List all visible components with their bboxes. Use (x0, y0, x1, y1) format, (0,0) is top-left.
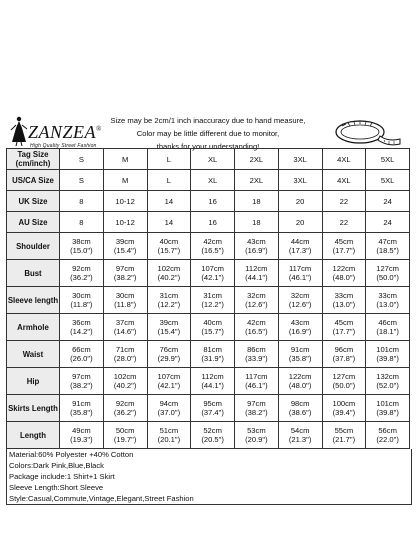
cm-value: 43cm (247, 237, 266, 246)
inch-value: (36.2") (70, 273, 93, 282)
cm-value: 122cm (288, 372, 312, 381)
spec-line: Colors:Dark Pink,Blue,Black (9, 461, 104, 470)
measurement-cell (322, 341, 366, 368)
measurement-row (7, 395, 410, 422)
inch-value: (18.5") (376, 246, 399, 255)
cm-value: 76cm (159, 345, 179, 354)
inch-value: (20.5") (201, 435, 224, 444)
measurement-cell (322, 233, 366, 260)
inch-value: (15.0") (70, 246, 93, 255)
size-cell: 24 (366, 212, 410, 233)
cm-value: 101cm (376, 399, 400, 408)
inch-value: (37.8") (332, 354, 356, 363)
cm-value: 92cm (115, 399, 135, 408)
cm-value: 91cm (72, 399, 91, 408)
measurement-cell (322, 395, 366, 422)
inch-value: (17.7") (332, 327, 356, 336)
inch-value: (16.5") (201, 246, 224, 255)
size-cell: 8 (60, 191, 104, 212)
inch-value: (38.2") (245, 408, 268, 417)
size-cell: 10-12 (103, 212, 147, 233)
measurement-cell (191, 260, 235, 287)
inch-value: (38.6") (288, 408, 312, 417)
inch-value: (35.8") (70, 408, 93, 417)
size-cell: 20 (278, 191, 322, 212)
cm-value: 42cm (203, 237, 222, 246)
measurement-cell (191, 395, 235, 422)
cm-value: 127cm (332, 372, 356, 381)
row-label: Hip (7, 368, 60, 395)
size-cell: XL (191, 170, 235, 191)
cm-value: 33cm (378, 291, 397, 300)
cm-value: 127cm (376, 264, 400, 273)
inch-value: (20.1") (157, 435, 181, 444)
cm-value: 117cm (289, 264, 312, 273)
spec-line: Material:60% Polyester +40% Cotton (9, 450, 134, 459)
measurement-row (7, 287, 410, 314)
size-cell: M (103, 170, 147, 191)
measurement-cell (366, 314, 410, 341)
measurement-cell (147, 422, 191, 449)
row-label: AU Size (7, 212, 60, 233)
measurement-cell (60, 422, 104, 449)
row-label: Bust (7, 260, 60, 287)
row-label: Waist (7, 341, 60, 368)
inch-value: (19.7") (113, 435, 137, 444)
cm-value: 42cm (247, 318, 266, 327)
cm-value: 45cm (334, 237, 354, 246)
measurement-cell (366, 287, 410, 314)
measurement-cell (366, 395, 410, 422)
inch-value: (33.9") (245, 354, 268, 363)
cm-value: 37cm (115, 318, 135, 327)
cm-value: 122cm (332, 264, 356, 273)
cm-value: 71cm (115, 345, 135, 354)
inch-value: (39.8") (376, 408, 399, 417)
inch-value: (50.0") (332, 381, 356, 390)
measurement-row (7, 422, 410, 449)
size-header-row (7, 191, 410, 212)
inch-value: (12.6") (245, 300, 268, 309)
measurement-cell (147, 314, 191, 341)
measurement-cell (103, 260, 147, 287)
brand-name-text: ZANZEA (28, 122, 97, 142)
row-label: Sleeve length (7, 287, 60, 314)
measurement-cell (366, 368, 410, 395)
size-cell: 14 (147, 191, 191, 212)
row-label: Tag Size (cm/inch) (7, 149, 60, 170)
cm-value: 46cm (378, 318, 397, 327)
measurement-cell (366, 341, 410, 368)
measurement-cell (278, 422, 322, 449)
measurement-cell (235, 314, 279, 341)
cm-value: 94cm (159, 399, 179, 408)
measurement-cell (147, 341, 191, 368)
inch-value: (37.4") (201, 408, 224, 417)
registered-mark: ® (96, 125, 102, 133)
inch-value: (12.2") (157, 300, 181, 309)
size-cell: 8 (60, 212, 104, 233)
measurement-cell (191, 422, 235, 449)
cm-value: 44cm (290, 237, 310, 246)
measurement-cell (60, 287, 104, 314)
measurement-cell (103, 341, 147, 368)
cm-value: 51cm (159, 426, 179, 435)
measurement-cell (322, 260, 366, 287)
size-cell: 4XL (322, 170, 366, 191)
measurement-cell (103, 287, 147, 314)
cm-value: 31cm (159, 291, 179, 300)
measurement-cell (278, 233, 322, 260)
measurement-cell (366, 233, 410, 260)
cm-value: 96cm (334, 345, 354, 354)
size-cell: L (147, 149, 191, 170)
cm-value: 39cm (115, 237, 135, 246)
size-cell: M (103, 149, 147, 170)
cm-value: 50cm (115, 426, 135, 435)
inch-value: (36.2") (113, 408, 137, 417)
cm-value: 52cm (203, 426, 222, 435)
inch-value: (12.2") (201, 300, 224, 309)
inch-value: (14.6") (113, 327, 137, 336)
measurement-cell (278, 287, 322, 314)
measurement-cell (235, 233, 279, 260)
size-cell: 3XL (278, 170, 322, 191)
inch-value: (37.0") (157, 408, 181, 417)
size-cell: 16 (191, 212, 235, 233)
inch-value: (16.5") (245, 327, 268, 336)
row-label: Armhole (7, 314, 60, 341)
measurement-cell (366, 422, 410, 449)
cm-value: 102cm (157, 264, 181, 273)
inch-value: (38.2") (113, 273, 137, 282)
inch-value: (15.7") (201, 327, 224, 336)
size-header-row (7, 212, 410, 233)
measurement-cell (191, 287, 235, 314)
cm-value: 101cm (376, 345, 400, 354)
size-cell: 18 (235, 212, 279, 233)
inch-value: (19.3") (70, 435, 93, 444)
size-cell: 22 (322, 191, 366, 212)
size-cell: XL (191, 149, 235, 170)
spec-line: Style:Casual,Commute,Vintage,Elegant,Street Fashion (9, 494, 194, 503)
cm-value: 98cm (290, 399, 310, 408)
cm-value: 36cm (72, 318, 91, 327)
row-label: UK Size (7, 191, 60, 212)
cm-value: 55cm (334, 426, 354, 435)
measurement-cell (235, 395, 279, 422)
brand-logo (8, 116, 104, 150)
cm-value: 107cm (201, 264, 225, 273)
inch-value: (14.2") (70, 327, 93, 336)
measurement-cell (60, 368, 104, 395)
inch-value: (44.1") (201, 381, 224, 390)
size-cell: 5XL (366, 170, 410, 191)
inch-value: (42.1") (201, 273, 224, 282)
measuring-tape-icon (330, 112, 404, 150)
measurement-cell (60, 233, 104, 260)
size-cell: 2XL (235, 149, 279, 170)
cm-value: 39cm (159, 318, 179, 327)
measurement-row (7, 314, 410, 341)
cm-value: 100cm (332, 399, 356, 408)
size-cell: 22 (322, 212, 366, 233)
spec-line: Sleeve Length:Short Sleeve (9, 483, 104, 492)
inch-value: (48.0") (288, 381, 312, 390)
inch-value: (46.1") (288, 273, 312, 282)
measurement-cell (278, 260, 322, 287)
inch-value: (50.0") (376, 273, 399, 282)
cm-value: 107cm (157, 372, 181, 381)
cm-value: 30cm (115, 291, 135, 300)
inch-value: (21.3") (288, 435, 312, 444)
measurement-cell (278, 314, 322, 341)
cm-value: 112cm (201, 372, 224, 381)
inch-value: (15.7") (157, 246, 181, 255)
inch-value: (11.8") (70, 300, 93, 309)
size-cell: 10-12 (103, 191, 147, 212)
measurement-cell (322, 368, 366, 395)
cm-value: 49cm (72, 426, 91, 435)
measurement-cell (278, 368, 322, 395)
measurement-cell (191, 341, 235, 368)
cm-value: 102cm (113, 372, 137, 381)
size-cell: 18 (235, 191, 279, 212)
inch-value: (17.7") (332, 246, 356, 255)
cm-value: 97cm (247, 399, 266, 408)
cm-value: 91cm (290, 345, 310, 354)
size-cell: 20 (278, 212, 322, 233)
inch-value: (42.1") (157, 381, 181, 390)
inch-value: (39.4") (332, 408, 356, 417)
measurement-cell (147, 395, 191, 422)
cm-value: 56cm (378, 426, 397, 435)
cm-value: 43cm (290, 318, 310, 327)
brand-name (28, 122, 102, 143)
cm-value: 132cm (376, 372, 400, 381)
inch-value: (40.2") (113, 381, 137, 390)
size-cell: 16 (191, 191, 235, 212)
size-cell: 24 (366, 191, 410, 212)
inch-value: (26.0") (70, 354, 93, 363)
inch-value: (21.7") (332, 435, 356, 444)
measurement-cell (322, 422, 366, 449)
measurement-cell (191, 368, 235, 395)
measurement-cell (147, 287, 191, 314)
measurement-row (7, 260, 410, 287)
cm-value: 30cm (72, 291, 91, 300)
inch-value: (40.2") (157, 273, 181, 282)
size-cell: L (147, 170, 191, 191)
inch-value: (46.1") (245, 381, 268, 390)
cm-value: 47cm (378, 237, 397, 246)
cm-value: 81cm (203, 345, 222, 354)
size-cell: 5XL (366, 149, 410, 170)
measurement-cell (235, 260, 279, 287)
inch-value: (11.8") (114, 300, 137, 309)
brand-tagline: High Quality Street Fashion (30, 143, 97, 149)
cm-value: 117cm (245, 372, 268, 381)
measurement-cell (60, 395, 104, 422)
inch-value: (44.1") (245, 273, 268, 282)
measurement-cell (60, 341, 104, 368)
measurement-cell (103, 395, 147, 422)
cm-value: 40cm (159, 237, 179, 246)
inch-value: (22.0") (376, 435, 399, 444)
size-cell: S (60, 149, 104, 170)
measurement-cell (103, 314, 147, 341)
cm-value: 97cm (115, 264, 135, 273)
row-label: Skirts Length (7, 395, 60, 422)
measurement-cell (278, 395, 322, 422)
measurement-cell (235, 341, 279, 368)
measurement-cell (191, 233, 235, 260)
row-label: US/CA Size (7, 170, 60, 191)
size-cell: 4XL (322, 149, 366, 170)
measurement-cell (103, 233, 147, 260)
inch-value: (28.0") (113, 354, 137, 363)
cm-value: 112cm (245, 264, 268, 273)
inch-value: (13.0") (332, 300, 356, 309)
notice-line: Size may be 2cm/1 inch inaccuracy due to hand measure, (110, 116, 306, 125)
cm-value: 31cm (203, 291, 222, 300)
measurement-cell (235, 368, 279, 395)
measurement-row (7, 368, 410, 395)
cm-value: 40cm (203, 318, 222, 327)
measurement-row (7, 341, 410, 368)
size-cell: 14 (147, 212, 191, 233)
inch-value: (15.4") (113, 246, 137, 255)
inch-value: (13.0") (376, 300, 399, 309)
measurement-cell (103, 368, 147, 395)
cm-value: 33cm (334, 291, 354, 300)
cm-value: 54cm (290, 426, 310, 435)
size-cell: S (60, 170, 104, 191)
inch-value: (29.9") (157, 354, 181, 363)
inch-value: (17.3") (288, 246, 312, 255)
cm-value: 97cm (72, 372, 91, 381)
measurement-cell (235, 422, 279, 449)
cm-value: 86cm (247, 345, 266, 354)
cm-value: 95cm (203, 399, 222, 408)
inch-value: (39.8") (376, 354, 399, 363)
size-cell: 3XL (278, 149, 322, 170)
dress-figure-icon (10, 116, 28, 146)
inch-value: (31.9") (201, 354, 224, 363)
inch-value: (16.9") (288, 327, 312, 336)
measurement-cell (366, 260, 410, 287)
inch-value: (38.2") (70, 381, 93, 390)
size-header-row (7, 170, 410, 191)
header (0, 106, 416, 150)
inch-value: (35.8") (288, 354, 312, 363)
size-chart-table (6, 148, 410, 449)
cm-value: 38cm (72, 237, 91, 246)
inch-value: (18.1") (376, 327, 399, 336)
cm-value: 53cm (247, 426, 266, 435)
measurement-cell (60, 260, 104, 287)
row-label: Length (7, 422, 60, 449)
cm-value: 66cm (72, 345, 91, 354)
measurement-cell (235, 287, 279, 314)
measurement-cell (103, 422, 147, 449)
measurement-cell (60, 314, 104, 341)
inch-value: (12.6") (288, 300, 312, 309)
product-specs (6, 449, 412, 505)
measurement-cell (147, 260, 191, 287)
inch-value: (16.9") (245, 246, 268, 255)
measurement-cell (147, 233, 191, 260)
size-cell: 2XL (235, 170, 279, 191)
measurement-row (7, 233, 410, 260)
row-label: Shoulder (7, 233, 60, 260)
size-header-row (7, 149, 410, 170)
inch-value: (52.0") (376, 381, 399, 390)
cm-value: 32cm (290, 291, 310, 300)
inch-value: (48.0") (332, 273, 356, 282)
inch-value: (15.4") (157, 327, 181, 336)
inch-value: (20.9") (245, 435, 268, 444)
spec-line: Package include:1 Shirt+1 Skirt (9, 472, 115, 481)
measurement-cell (191, 314, 235, 341)
cm-value: 92cm (72, 264, 91, 273)
notice-line: Color may be little different due to monitor, (136, 129, 280, 138)
measurement-cell (322, 314, 366, 341)
cm-value: 32cm (247, 291, 266, 300)
measurement-cell (322, 287, 366, 314)
measurement-cell (147, 368, 191, 395)
measurement-cell (278, 341, 322, 368)
cm-value: 45cm (334, 318, 354, 327)
notice-line: thanks for your understanding! (156, 142, 260, 151)
